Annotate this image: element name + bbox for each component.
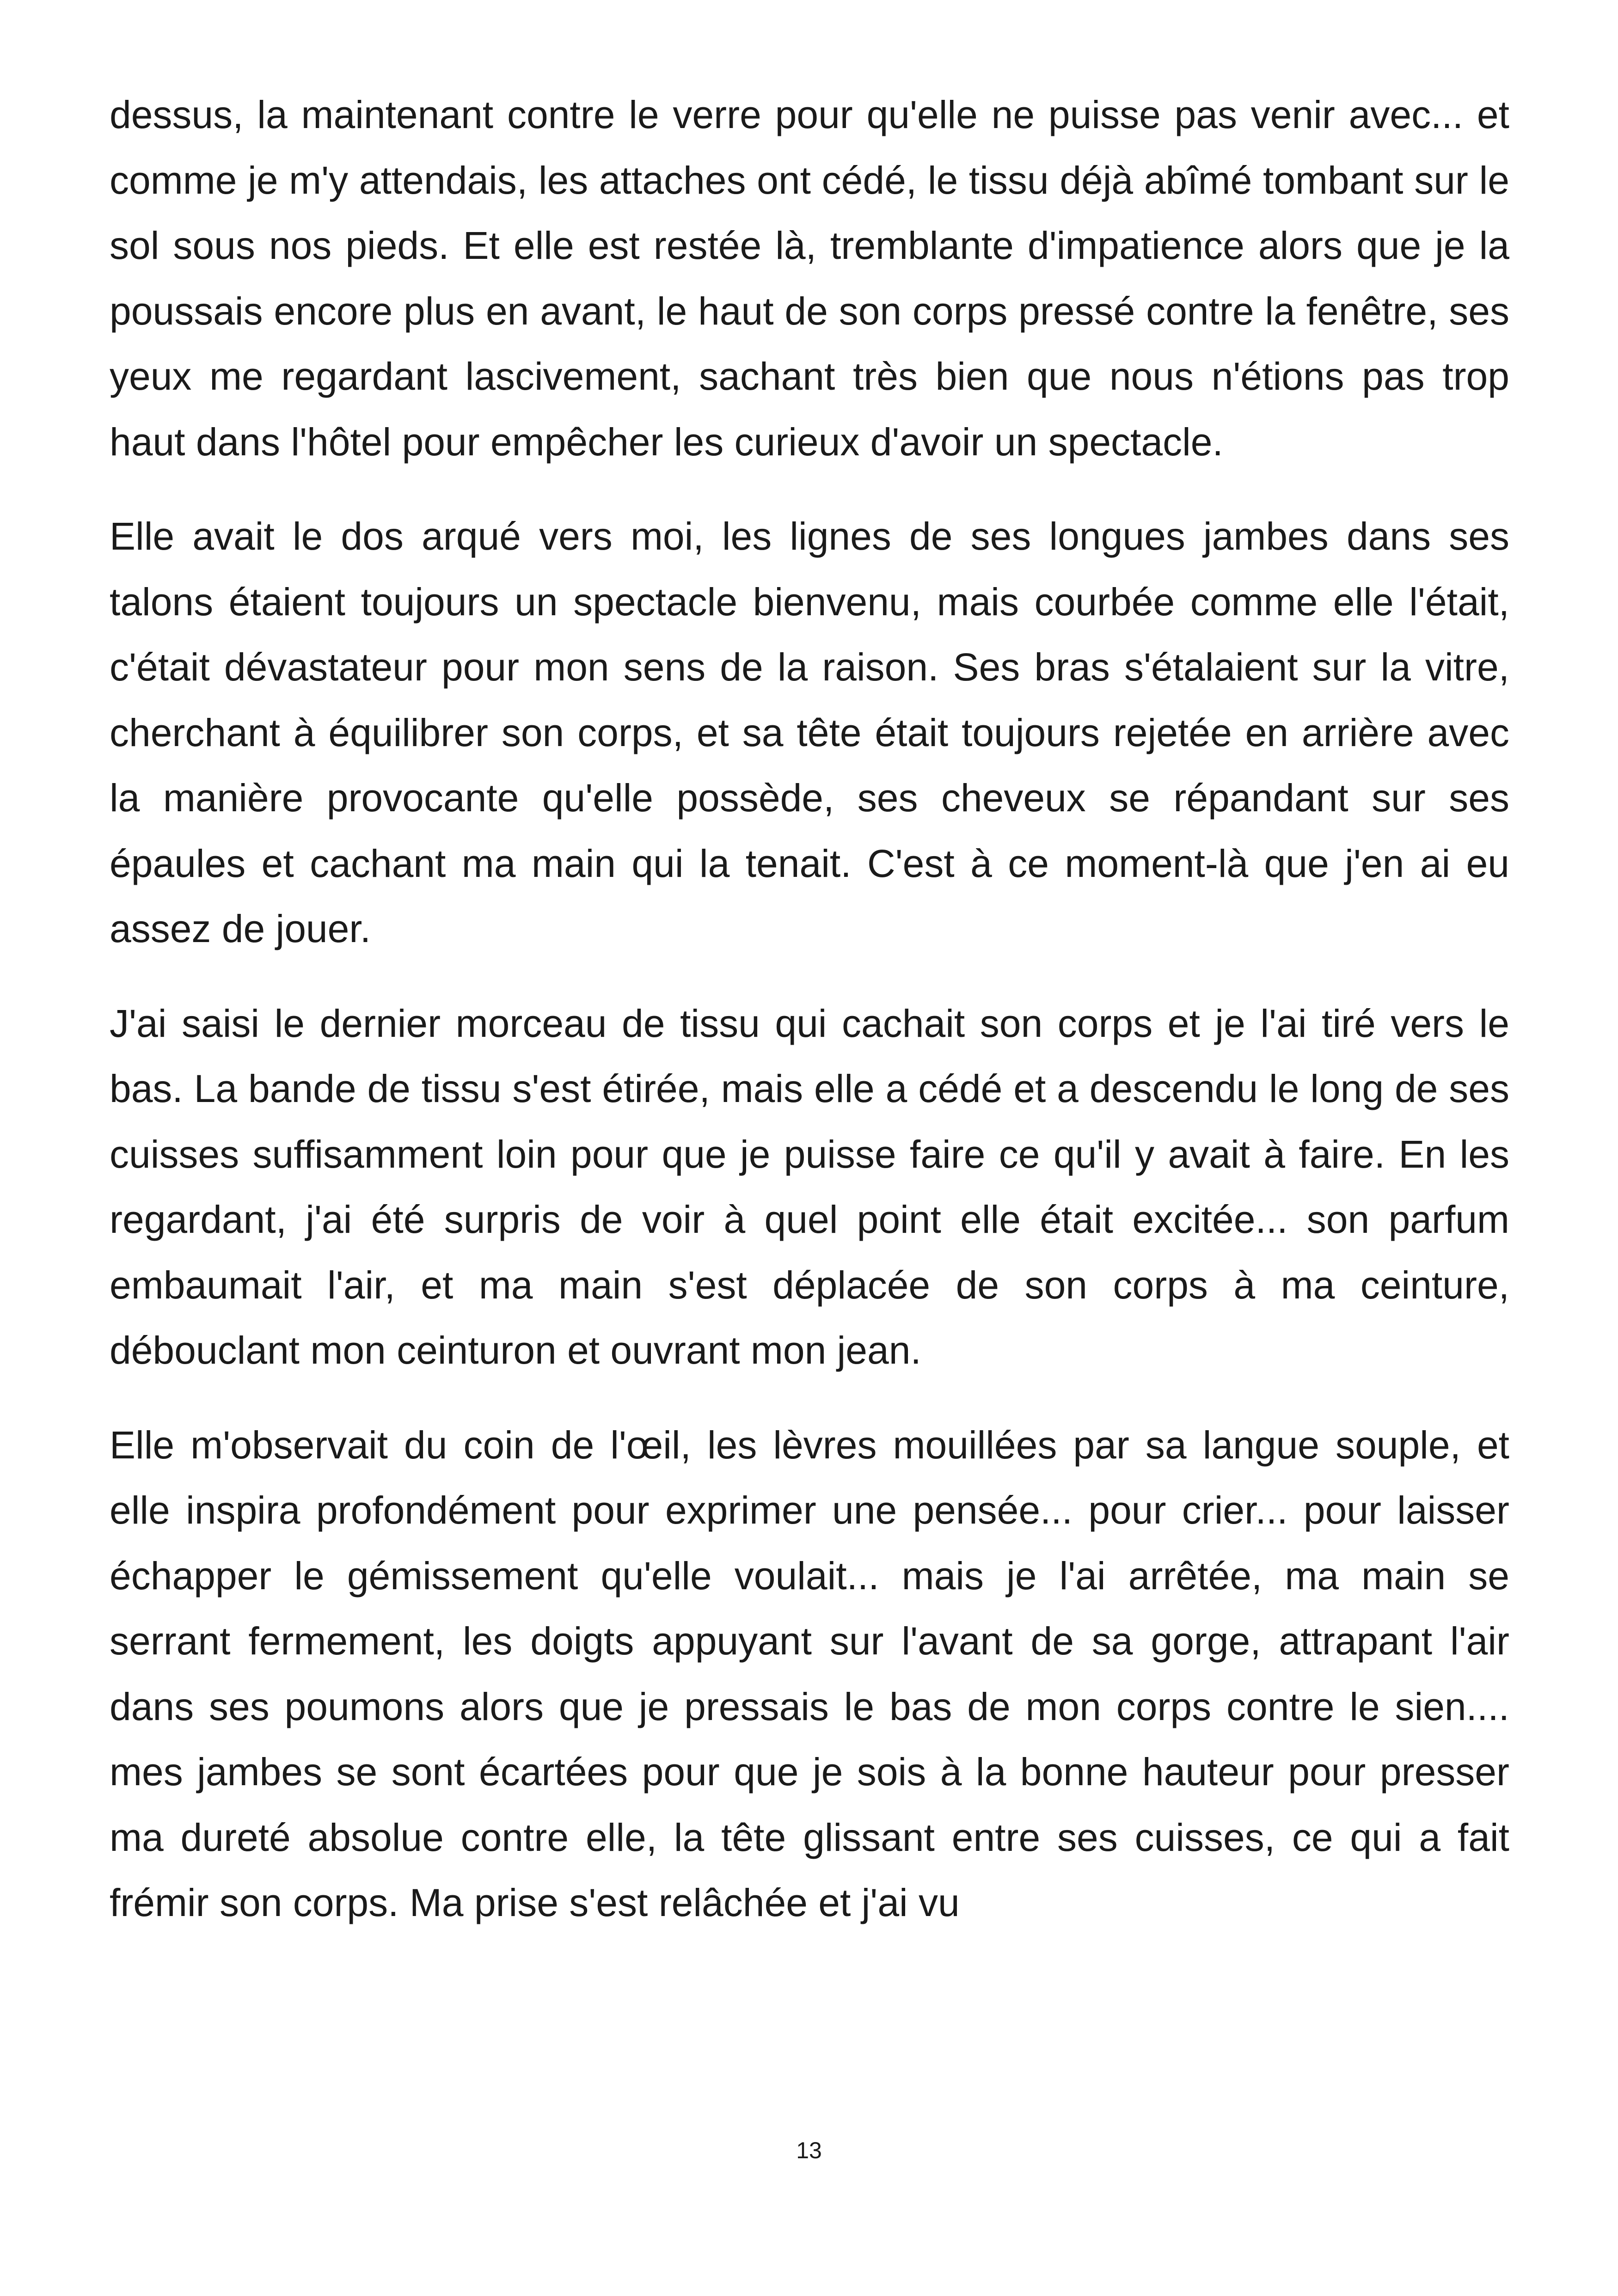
paragraph-4: Elle m'observait du coin de l'œil, les lèvres mouillées par sa langue souple, et elle inspira profondément pour exprimer une pensée... pour crier... pour laisser échapper le gémissement qu'elle voulait... mais je l'ai arrêtée, ma main se serrant fermement, les doigts appuyant sur l'avant de sa gorge, attrapant l'air dans ses poumons alors que je pressais le bas de mon corps contre le sien.... mes jambes se sont écartées pour que je sois à la bonne hauteur pour presser ma dureté absolue contre elle, la tête glissant entre ses cuisses, ce qui a fait frémir son corps. Ma prise s'est relâchée et j'ai vu xyxy=(110,1423,1509,1924)
paragraph-1: dessus, la maintenant contre le verre pour qu'elle ne puisse pas venir avec... et comme je m'y attendais, les attaches ont cédé, le tissu déjà abîmé tombant sur le sol sous nos pieds. Et elle est restée là, tremblante d'impatience alors que je la poussais encore plus en avant, le haut de son corps pressé contre la fenêtre, ses yeux me regardant lascivement, sachant très bien que nous n'étions pas trop haut dans l'hôtel pour empêcher les curieux d'avoir un spectacle. xyxy=(110,93,1509,464)
paragraph-2: Elle avait le dos arqué vers moi, les lignes de ses longues jambes dans ses talons étaient toujours un spectacle bienvenu, mais courbée comme elle l'était, c'était dévastateur pour mon sens de la raison. Ses bras s'étalaient sur la vitre, cherchant à équilibrer son corps, et sa tête était toujours rejetée en arrière avec la manière provocante qu'elle possède, ses cheveux se répandant sur ses épaules et cachant ma main qui la tenait. C'est à ce moment-là que j'en ai eu assez de jouer. xyxy=(110,514,1509,950)
body-text xyxy=(110,82,1509,1936)
paragraph-3: J'ai saisi le dernier morceau de tissu qui cachait son corps et je l'ai tiré vers le bas. La bande de tissu s'est étirée, mais elle a cédé et a descendu le long de ses cuisses suffisamment loin pour que je puisse faire ce qu'il y avait à faire. En les regardant, j'ai été surpris de voir à quel point elle était excitée... son parfum embaumait l'air, et ma main s'est déplacée de son corps à ma ceinture, débouclant mon ceinturon et ouvrant mon jean. xyxy=(110,1001,1509,1372)
page-number: 13 xyxy=(796,2137,822,2163)
